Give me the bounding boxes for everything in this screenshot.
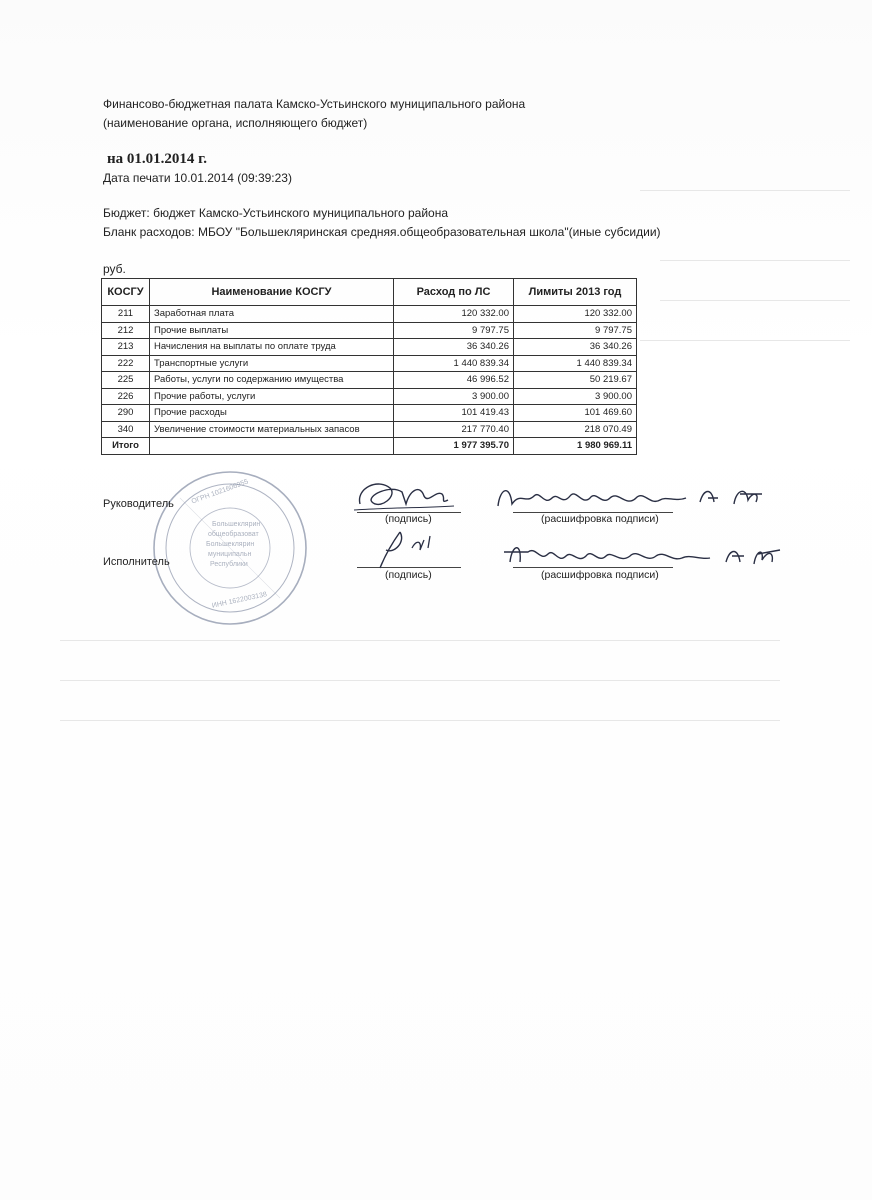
scan-artifact bbox=[60, 680, 780, 681]
table-row bbox=[102, 388, 637, 405]
executor-label: Исполнитель bbox=[103, 556, 170, 568]
row-name: Увеличение стоимости материальных запасов bbox=[150, 421, 394, 438]
row-code: 290 bbox=[102, 405, 150, 422]
row-name: Транспортные услуги bbox=[150, 355, 394, 372]
scan-artifact bbox=[640, 340, 850, 341]
head-label: Руководитель bbox=[103, 498, 174, 510]
row-limit: 9 797.75 bbox=[514, 322, 637, 339]
column-header-expense: Расход по ЛС bbox=[394, 279, 514, 306]
executor-signature bbox=[372, 528, 452, 572]
table-row bbox=[102, 339, 637, 356]
row-name: Начисления на выплаты по оплате труда bbox=[150, 339, 394, 356]
kosgu-table bbox=[101, 278, 637, 455]
organization-caption: (наименование органа, исполняющего бюджет) bbox=[103, 116, 368, 130]
row-expense: 1 440 839.34 bbox=[394, 355, 514, 372]
svg-text:Большеклярин: Большеклярин bbox=[212, 521, 261, 528]
currency-unit: руб. bbox=[103, 262, 126, 276]
row-code: 225 bbox=[102, 372, 150, 389]
expense-form-line: Бланк расходов: МБОУ "Большекляринская средняя.общеобразовательная школа"(иные субсидии) bbox=[103, 225, 661, 239]
scan-artifact bbox=[660, 260, 850, 261]
row-code: 211 bbox=[102, 306, 150, 323]
column-header-limits: Лимиты 2013 год bbox=[514, 279, 637, 306]
executor-signature-caption: (подпись) bbox=[385, 569, 432, 581]
total-limit: 1 980 969.11 bbox=[514, 438, 637, 455]
total-row bbox=[102, 438, 637, 455]
table-header-row bbox=[102, 279, 637, 306]
table-row bbox=[102, 372, 637, 389]
column-header-name: Наименование КОСГУ bbox=[150, 279, 394, 306]
official-stamp bbox=[150, 468, 310, 628]
head-signature-caption: (подпись) bbox=[385, 513, 432, 525]
table-row bbox=[102, 306, 637, 323]
row-limit: 218 070.49 bbox=[514, 421, 637, 438]
row-limit: 36 340.26 bbox=[514, 339, 637, 356]
table-row bbox=[102, 405, 637, 422]
row-expense: 9 797.75 bbox=[394, 322, 514, 339]
row-limit: 120 332.00 bbox=[514, 306, 637, 323]
row-code: 226 bbox=[102, 388, 150, 405]
executor-decode-caption: (расшифровка подписи) bbox=[541, 569, 659, 581]
row-code: 222 bbox=[102, 355, 150, 372]
scan-artifact bbox=[60, 720, 780, 721]
row-limit: 50 219.67 bbox=[514, 372, 637, 389]
row-code: 340 bbox=[102, 421, 150, 438]
table-row bbox=[102, 322, 637, 339]
head-signature bbox=[350, 474, 460, 518]
row-expense: 3 900.00 bbox=[394, 388, 514, 405]
row-name: Прочие выплаты bbox=[150, 322, 394, 339]
row-expense: 36 340.26 bbox=[394, 339, 514, 356]
row-expense: 120 332.00 bbox=[394, 306, 514, 323]
row-expense: 101 419.43 bbox=[394, 405, 514, 422]
row-limit: 101 469.60 bbox=[514, 405, 637, 422]
head-name-handwritten bbox=[490, 478, 790, 516]
row-name: Заработная плата bbox=[150, 306, 394, 323]
svg-text:Большеклярин: Большеклярин bbox=[206, 541, 255, 548]
scan-artifact bbox=[60, 640, 780, 641]
svg-text:ИНН 1622003138: ИНН 1622003138 bbox=[211, 591, 268, 610]
report-date: на 01.01.2014 г. bbox=[107, 151, 208, 167]
svg-text:общеобразоват: общеобразоват bbox=[208, 531, 259, 538]
table-row bbox=[102, 355, 637, 372]
svg-text:Республики: Республики bbox=[210, 561, 248, 568]
print-date: Дата печати 10.01.2014 (09:39:23) bbox=[103, 171, 292, 185]
row-code: 212 bbox=[102, 322, 150, 339]
table-row bbox=[102, 421, 637, 438]
head-decode-caption: (расшифровка подписи) bbox=[541, 513, 659, 525]
svg-text:ОГРН 1021606955: ОГРН 1021606955 bbox=[190, 478, 250, 506]
total-label: Итого bbox=[102, 438, 150, 455]
row-limit: 3 900.00 bbox=[514, 388, 637, 405]
row-expense: 217 770.40 bbox=[394, 421, 514, 438]
scan-artifact bbox=[640, 190, 850, 191]
scan-artifact bbox=[660, 300, 850, 301]
row-name: Прочие работы, услуги bbox=[150, 388, 394, 405]
organization-name: Финансово-бюджетная палата Камско-Устьинского муниципального района bbox=[103, 97, 526, 111]
svg-text:муниципальн: муниципальн bbox=[208, 551, 252, 558]
executor-name-handwritten bbox=[500, 536, 790, 572]
budget-line: Бюджет: бюджет Камско-Устьинского муниципального района bbox=[103, 206, 449, 220]
total-name-empty bbox=[150, 438, 394, 455]
row-limit: 1 440 839.34 bbox=[514, 355, 637, 372]
row-code: 213 bbox=[102, 339, 150, 356]
row-expense: 46 996.52 bbox=[394, 372, 514, 389]
total-expense: 1 977 395.70 bbox=[394, 438, 514, 455]
row-name: Прочие расходы bbox=[150, 405, 394, 422]
row-name: Работы, услуги по содержанию имущества bbox=[150, 372, 394, 389]
column-header-code: КОСГУ bbox=[102, 279, 150, 306]
